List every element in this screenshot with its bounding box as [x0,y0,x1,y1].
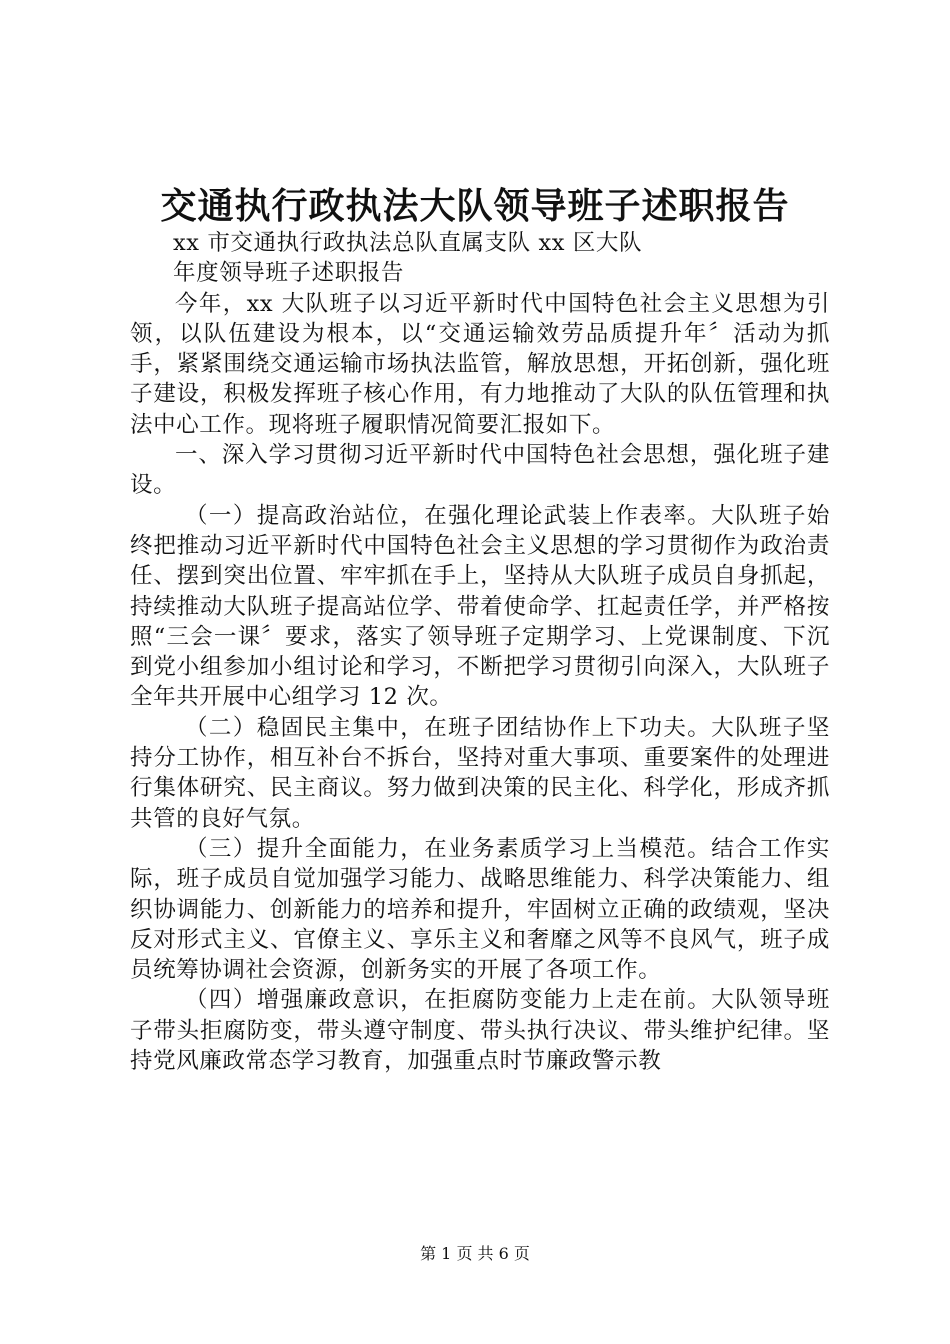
paragraph-item-3: （三）提升全面能力，在业务素质学习上当模范。结合工作实际，班子成员自觉加强学习能力、战略思维能力、科学决策能力、组织协调能力、创新能力的培养和提升，牢固树立正确的政绩观，坚决反对形式主义、官僚主义、享乐主义和奢靡之风等不良风气，班子成员统筹协调社会资源，创新务实的开展了各项工作。 [130,835,830,984]
subtitle-line-1: xx 市交通执行政执法总队直属支队 xx 区大队 [173,230,643,256]
document-body [130,228,830,1076]
section-heading-1: 一、深入学习贯彻习近平新时代中国特色社会思想，强化班子建设。 [130,442,830,499]
paragraph-intro: 今年，xx 大队班子以习近平新时代中国特色社会主义思想为引领，以队伍建设为根本，以“交通运输效劳品质提升年〞活动为抓手，紧紧围绕交通运输市场执法监管，解放思想，开拓创新，强化班子建设，积极发挥班子核心作用，有力地推动了大队的队伍管理和执法中心工作。现将班子履职情况简要汇报如下。 [130,290,830,438]
page-footer: 第 1 页 共 6 页 [420,1244,530,1263]
paragraph-item-4: （四）增强廉政意识，在拒腐防变能力上走在前。大队领导班子带头拒腐防变，带头遵守制度、带头执行决议、带头维护纪律。坚持党风廉政常态学习教育，加强重点时节廉政警示教 [130,987,830,1075]
paragraph-item-1: （一）提高政治站位，在强化理论武装上作表率。大队班子始终把推动习近平新时代中国特色社会主义思想的学习贯彻作为政治责任、摆到突出位置、牢牢抓在手上，坚持从大队班子成员自身抓起，持续推动大队班子提高站位学、带着使命学、扛起责任学，并严格按照“三会一课〞要求，落实了领导班子定期学习、上党课制度、下沉到党小组参加小组讨论和学习，不断把学习贯彻引向深入，大队班子全年共开展中心组学习 12 次。 [130,502,830,711]
subtitle-line-2: 年度领导班子述职报告 [173,260,405,287]
document-title: 交通执行政执法大队领导班子述职报告 [160,185,790,228]
paragraph-item-2: （二）稳固民主集中，在班子团结协作上下功夫。大队班子坚持分工协作，相互补台不拆台，坚持对重大事项、重要案件的处理进行集体研究、民主商议。努力做到决策的民主化、科学化，形成齐抓共管的良好气氛。 [130,714,830,832]
